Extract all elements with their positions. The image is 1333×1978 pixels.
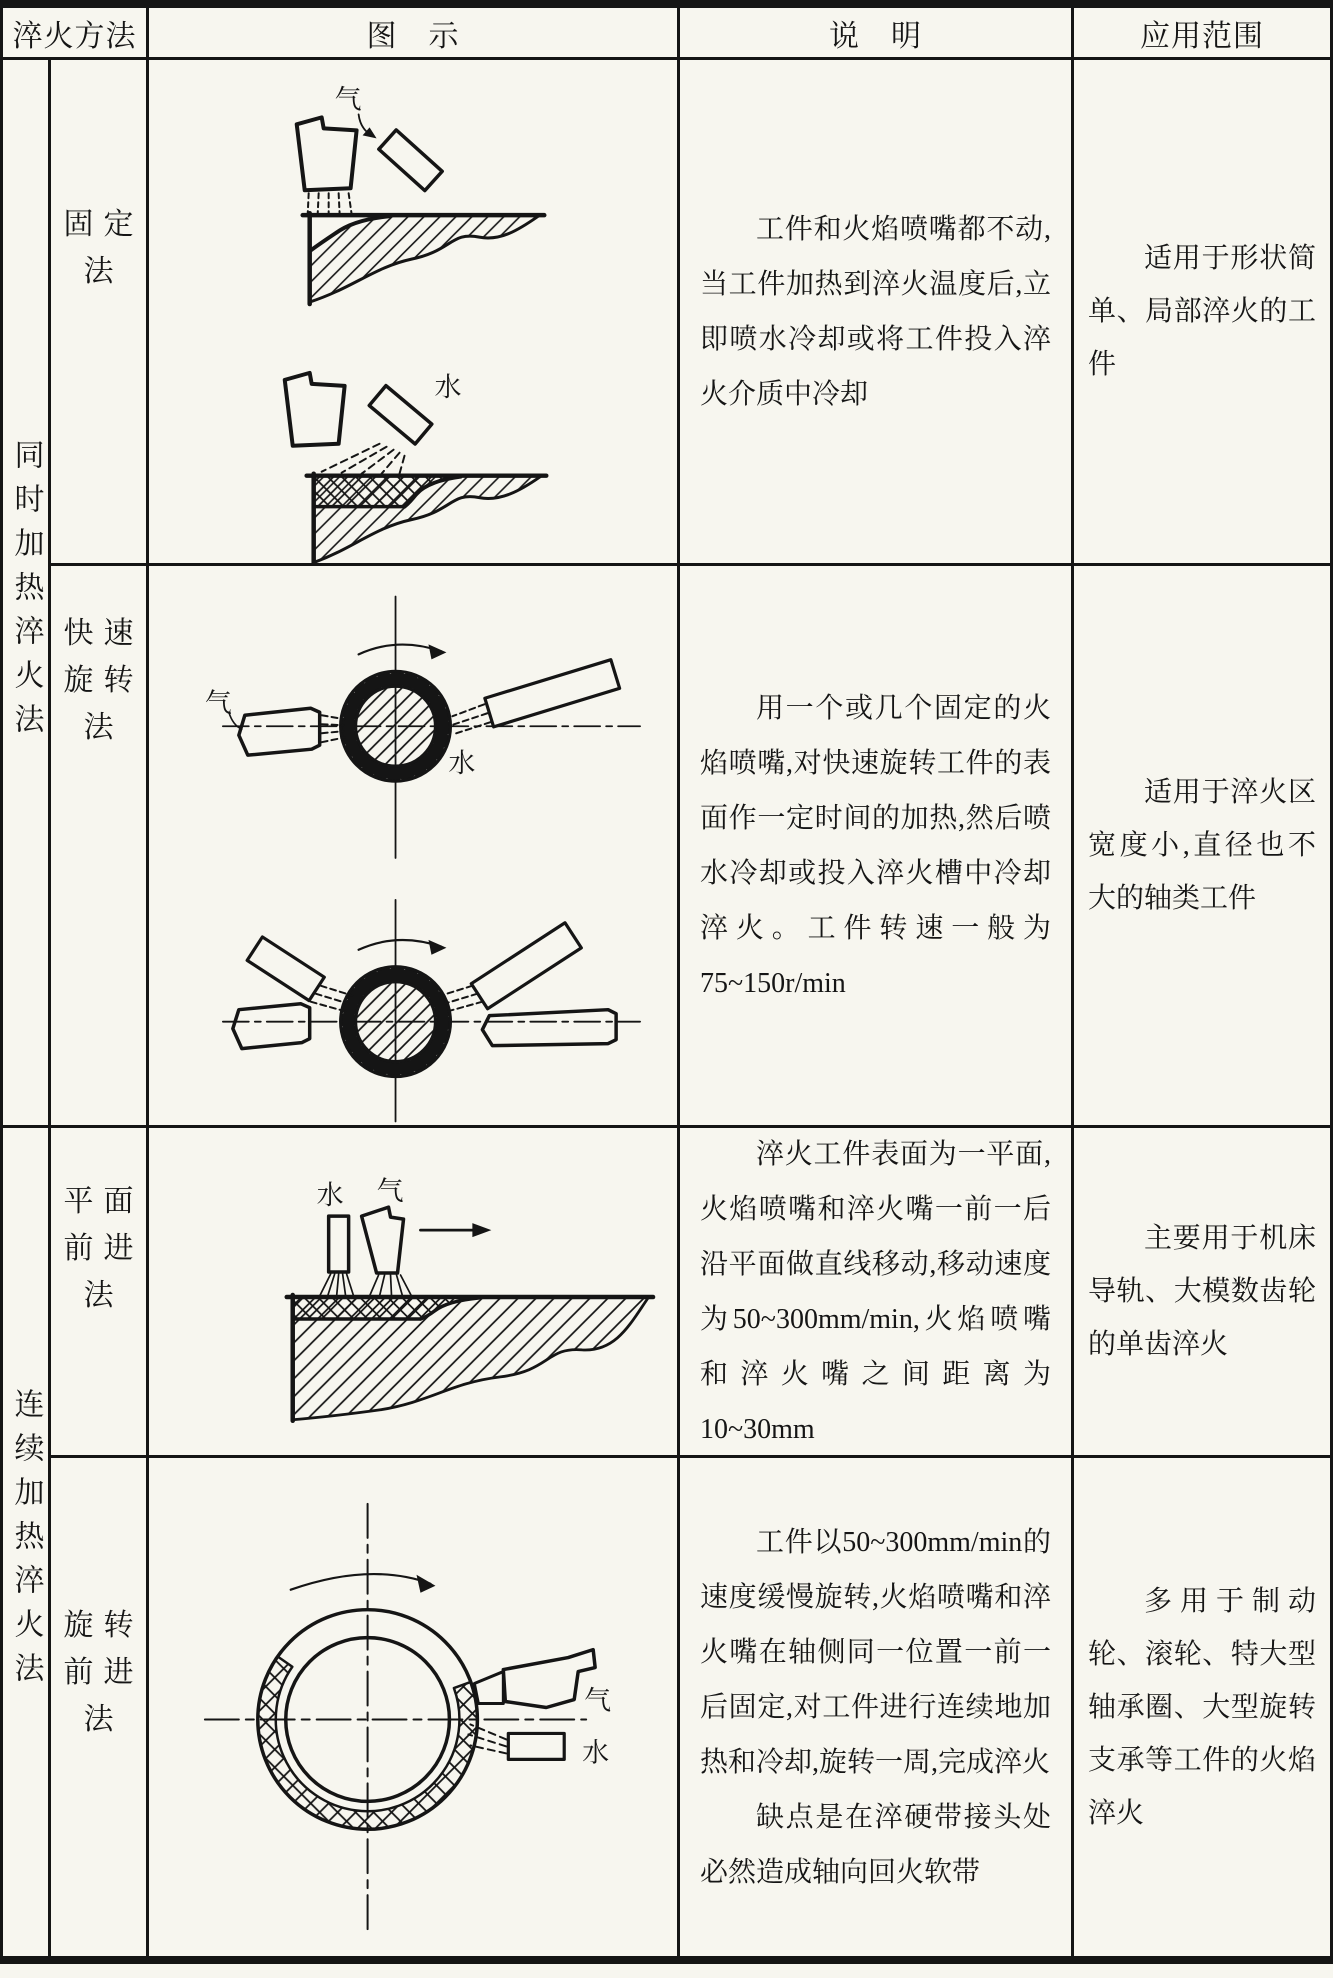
- method-plane-advance: 平面 前进 法: [51, 1128, 149, 1458]
- torch-neck: [474, 1672, 503, 1704]
- water-nozzle-right: [485, 660, 620, 727]
- scope-fixed-method: 适用于形状简单、局部淬火的工件: [1074, 60, 1330, 566]
- water-spray-lines: [451, 704, 490, 734]
- header-scope: 应用范围: [1074, 8, 1330, 60]
- header-method: 淬火方法: [3, 8, 149, 60]
- rotation-arrowhead-icon: [416, 1575, 435, 1593]
- illustration-fixed-method: [149, 60, 680, 566]
- rotation-arrow: [291, 1574, 431, 1590]
- gas-torch: [503, 1650, 595, 1708]
- note-rapid-rotation: 用一个或几个固定的火焰喷嘴,对快速旋转工件的表面作一定时间的加热,然后喷水冷却或投入淬火槽中冷却淬火。工件转速一般为75~150r/min: [680, 566, 1074, 1128]
- water-nozzle-idle: [379, 130, 442, 191]
- water-nozzle: [369, 386, 432, 444]
- water-label-text: 水: [316, 1180, 344, 1211]
- note-plane-advance: 淬火工件表面为一平面,火焰喷嘴和淬火嘴一前一后沿平面做直线移动,移动速度为50~300mm/min,火焰喷嘴和淬火嘴之间距离为10~30mm: [680, 1128, 1074, 1458]
- water-nozzle: [329, 1216, 349, 1272]
- lower-right-torch: [482, 1010, 616, 1046]
- group-label: 同时加热淬火法: [9, 438, 43, 747]
- method-fixed: 固定 法: [51, 60, 149, 566]
- group-continuous-heating: [3, 1128, 51, 1956]
- rotation-arrowhead-icon: [428, 644, 446, 659]
- plane-advance-diagram: [149, 1128, 677, 1455]
- travel-arrowhead-icon: [472, 1223, 491, 1237]
- gas-label-text: 气: [334, 84, 362, 115]
- gas-torch: [362, 1207, 404, 1273]
- illustration-plane-advance: [149, 1128, 680, 1458]
- header-note: 说 明: [680, 8, 1074, 60]
- rapid-rotation-diagram: [149, 566, 677, 1125]
- fixed-method-diagram: [149, 60, 677, 563]
- illustration-rotation-advance: [149, 1458, 680, 1956]
- torch-nozzle-idle: [285, 373, 345, 446]
- flame-spray-lines: [308, 193, 352, 214]
- water-label-text: 水: [448, 748, 476, 779]
- group-label: 连续加热淬火法: [9, 1388, 43, 1696]
- water-label-text: 水: [582, 1737, 610, 1768]
- upper-right-nozzle: [471, 923, 581, 1009]
- illustration-rapid-rotation: [149, 566, 680, 1128]
- scope-rotation-advance: 多用于制动轮、滚轮、特大型轴承圈、大型旋转支承等工件的火焰淬火: [1088, 1585, 1316, 1829]
- spray-fan-lines: [320, 1274, 412, 1296]
- note-fixed-method: 工件和火焰喷嘴都不动,当工件加热到淬火温度后,立即喷水冷却或将工件投入淬火介质中冷却: [680, 60, 1074, 566]
- gas-label-text: 气: [376, 1176, 404, 1207]
- torch-nozzle: [297, 117, 357, 190]
- gas-label-text: 气: [584, 1685, 612, 1716]
- lower-left-torch: [233, 1004, 310, 1049]
- header-diagram: 图 示: [149, 8, 680, 60]
- water-label-text: 水: [434, 371, 462, 402]
- rotation-advance-diagram: [149, 1458, 677, 1956]
- note-rotation-advance: 工件以50~300mm/min的速度缓慢旋转,火焰喷嘴和淬火嘴在轴侧同一位置一前一后固定,对工件进行连续地加热和冷却,旋转一周,完成淬火 缺点是在淬硬带接头处必然造成轴向回火软带: [680, 1458, 1074, 1956]
- water-spray-lines: [322, 444, 405, 474]
- scope-plane-advance: 主要用于机床导轨、大模数齿轮的单齿淬火: [1074, 1128, 1330, 1458]
- gas-torch-left: [239, 708, 320, 755]
- method-rotation-advance: 旋转 前进 法: [51, 1458, 149, 1956]
- shaft-section: [356, 686, 436, 766]
- method-rapid-rotation: 快速 旋转 法: [51, 566, 149, 1128]
- scope-rapid-rotation: 适用于淬火区宽度小,直径也不大的轴类工件: [1074, 566, 1330, 1128]
- water-nozzle: [508, 1733, 564, 1759]
- gas-label-text: 气: [204, 688, 232, 719]
- group-simultaneous-heating: [3, 60, 51, 1128]
- upper-left-nozzle: [247, 937, 324, 1001]
